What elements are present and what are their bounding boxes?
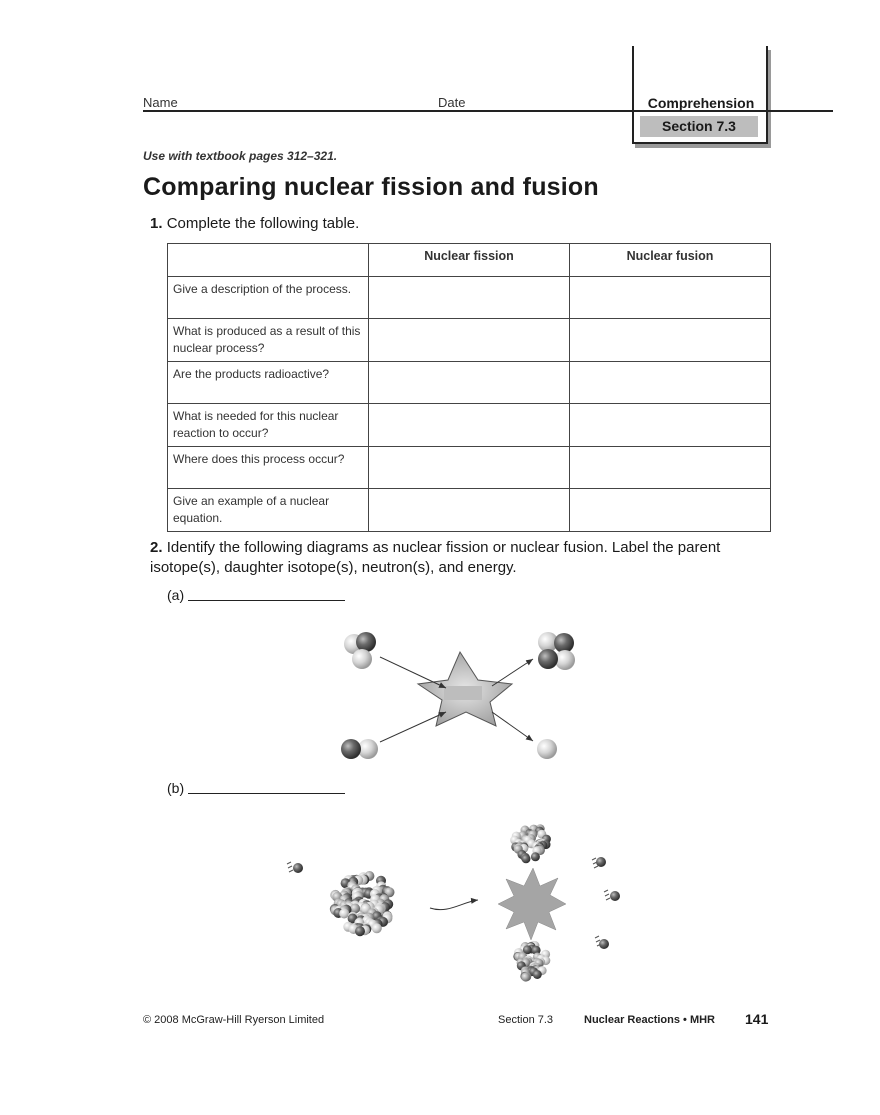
diagram-a-label-box [444, 686, 482, 700]
column-header-fission: Nuclear fission [369, 244, 570, 277]
footer-chapter: Nuclear Reactions • MHR [584, 1014, 715, 1026]
nucleon [339, 909, 349, 919]
textbook-reference: Use with textbook pages 312–321. [143, 149, 338, 163]
nucleon [355, 926, 365, 936]
tab-title: Comprehension [647, 95, 755, 111]
diagram-a-reactant-top [344, 632, 376, 669]
diagram-b-incoming-neutron [287, 862, 303, 873]
diagram-b-daughter-nucleus-top [510, 824, 551, 863]
row-label-where: Where does this process occur? [168, 447, 369, 489]
diagram-b-parent-nucleus [330, 871, 395, 936]
diagram-a-product-nucleus [538, 632, 575, 670]
diagram-a-reactant-bottom [341, 739, 378, 759]
diagram-b-neutron [595, 936, 609, 949]
row-label-needed: What is needed for this nuclear reaction to occur? [168, 404, 369, 447]
diagram-b [287, 824, 620, 981]
row-label-radioactive: Are the products radioactive? [168, 362, 369, 404]
nucleon [531, 852, 540, 861]
row-label-equation: Give an example of a nuclear equation. [168, 489, 369, 532]
nucleon [372, 923, 382, 933]
question-1-text: Complete the following table. [166, 215, 360, 232]
diagram-b-neutron [604, 890, 620, 901]
diagram-a-neutron [537, 739, 557, 759]
part-b-label: (b) [167, 780, 185, 796]
question-1-number: 1. [150, 215, 163, 232]
page-number: 141 [745, 1011, 769, 1027]
nucleon [522, 854, 531, 863]
part-a-label: (a) [167, 587, 185, 603]
nucleon [521, 973, 530, 982]
page-title: Comparing nuclear fission and fusion [143, 173, 599, 201]
diagram-b-daughter-nucleus-bottom [513, 941, 550, 982]
footer-section: Section 7.3 [498, 1014, 554, 1026]
diagram-b-energy-star [498, 868, 566, 940]
row-label-description: Give a description of the process. [168, 277, 369, 319]
nucleon [533, 970, 542, 979]
column-header-fusion: Nuclear fusion [570, 244, 771, 277]
diagram-a [341, 632, 575, 759]
footer-copyright: © 2008 McGraw-Hill Ryerson Limited [143, 1014, 325, 1026]
diagram-b-neutron [592, 857, 606, 868]
name-label: Name [143, 95, 178, 110]
question-2-text: Identify the following diagrams as nuclear fission or nuclear fusion. Label the parent isotope(s), daughter isotope(s), neutron(s), and energy. [150, 539, 721, 576]
row-label-produced: What is produced as a result of this nuclear process? [168, 319, 369, 362]
question-2-number: 2. [150, 539, 163, 556]
tab-section: Section 7.3 [640, 116, 758, 137]
date-label: Date [438, 95, 466, 110]
